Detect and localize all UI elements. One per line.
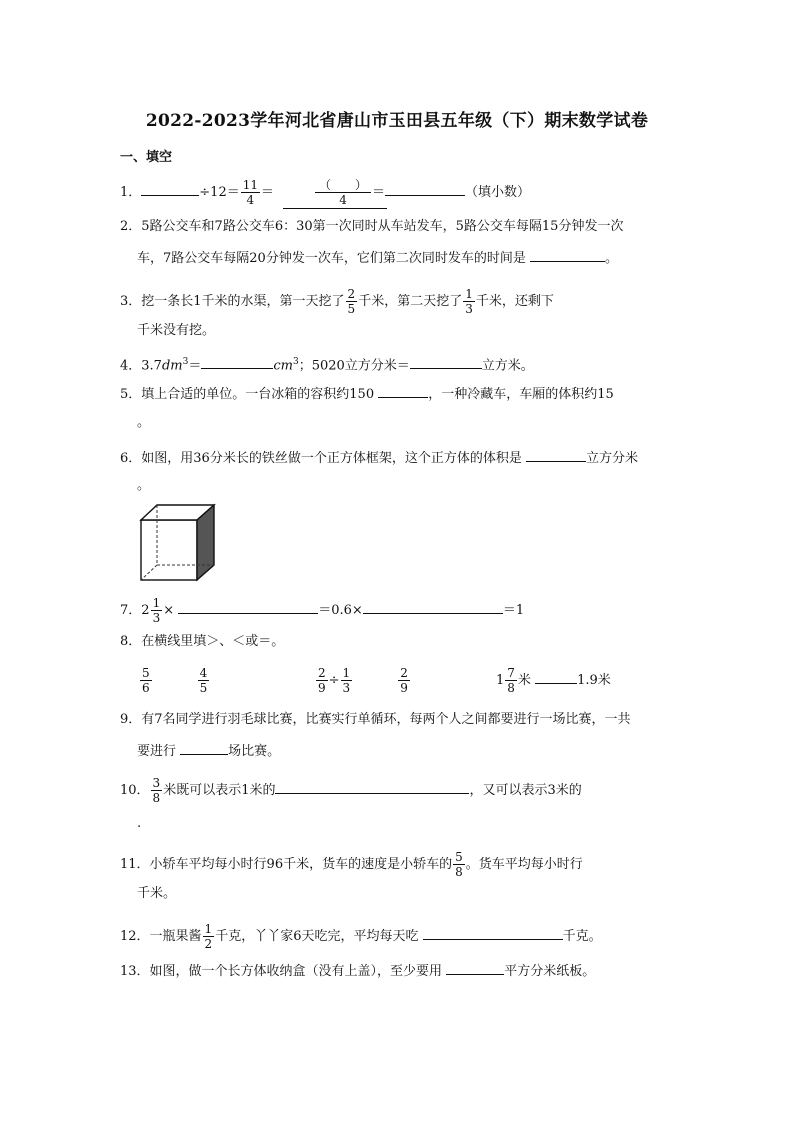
answer-blank[interactable] bbox=[385, 181, 465, 196]
question-6-line2: 。 bbox=[137, 478, 151, 493]
answer-blank[interactable] bbox=[178, 599, 318, 614]
answer-blank[interactable] bbox=[423, 925, 563, 940]
answer-blank[interactable] bbox=[535, 669, 577, 684]
question-8: 8．在横线里填＞、＜或＝。 bbox=[120, 634, 285, 649]
question-9-line2: 要进行 场比赛。 bbox=[137, 740, 280, 762]
question-12: 12．一瓶果酱 $\frac{1}{2}$ 千克，丫丫家6天吃完，平均每天吃 千克。 bbox=[120, 922, 602, 951]
compare-2: $\frac{2}{9}$ ÷ $\frac{1}{3}$ $\frac{2}{9}$ bbox=[318, 666, 408, 695]
question-7: 7．2 $\frac{1}{3}$ × ＝0.6× ＝1 bbox=[120, 596, 525, 625]
question-3: 3．挖一条长1千米的水渠，第一天挖了 $\frac{2}{5}$ 千米，第二天挖了 $\frac{1}{3}$ 千米，还剩下 bbox=[120, 287, 554, 316]
answer-blank[interactable] bbox=[378, 383, 428, 398]
section-heading: 一、填空 bbox=[120, 150, 173, 165]
question-1: 1． ÷12＝ $\frac{11}{4}$ ＝ $\frac{( )}{4}$ ＝ （填小数） bbox=[120, 178, 531, 207]
answer-blank[interactable] bbox=[526, 447, 586, 462]
answer-blank[interactable] bbox=[201, 354, 273, 369]
question-3-line2: 千米没有挖。 bbox=[137, 323, 216, 338]
fraction: $\frac{11}{4}$ bbox=[242, 178, 258, 207]
question-11-line2: 千米。 bbox=[137, 886, 177, 901]
cube-figure bbox=[139, 503, 219, 583]
exam-title: 2022-2023学年河北省唐山市玉田县五年级（下）期末数学试卷 bbox=[145, 111, 649, 131]
fraction: $\frac{1}{3}$ bbox=[465, 287, 473, 316]
question-5-line2: 。 bbox=[137, 415, 151, 430]
compare-3: 1 $\frac{7}{8}$ 米 1.9米 bbox=[496, 666, 611, 695]
answer-blank[interactable] bbox=[363, 599, 503, 614]
answer-blank[interactable] bbox=[141, 181, 199, 196]
underline bbox=[283, 208, 387, 209]
question-4: 4．$3.7dm^3= cm^3$；5020立方分米＝ 立方米。 bbox=[120, 352, 534, 376]
fraction: $\frac{2}{5}$ bbox=[347, 287, 356, 316]
fraction-blank[interactable]: $\frac{( )}{4}$ bbox=[315, 178, 371, 207]
question-10: 10． $\frac{3}{8}$ 米既可以表示1米的 ，又可以表示3米的 bbox=[120, 776, 582, 805]
question-13: 13．如图，做一个长方体收纳盒（没有上盖），至少要用 平方分米纸板。 bbox=[120, 960, 595, 982]
question-9: 9．有7名同学进行羽毛球比赛，比赛实行单循环，每两个人之间都要进行一场比赛，一共 bbox=[120, 712, 631, 727]
answer-blank[interactable] bbox=[275, 779, 469, 794]
answer-blank[interactable] bbox=[410, 354, 482, 369]
fraction: $\frac{1}{3}$ bbox=[152, 596, 161, 625]
question-5: 5．填上合适的单位。一台冰箱的容积约150 ，一种冷藏车，车厢的体积约15 bbox=[120, 383, 614, 405]
answer-blank[interactable] bbox=[180, 740, 228, 755]
question-2-line2: 车，7路公交车每隔20分钟发一次车，它们第二次同时发车的时间是 。 bbox=[137, 247, 618, 269]
compare-1: $\frac{5}{6}$ $\frac{4}{5}$ bbox=[142, 666, 208, 695]
question-10-line2: . bbox=[137, 816, 142, 831]
question-11: 11．小轿车平均每小时行96千米，货车的速度是小轿车的 $\frac{5}{8}$ 。货车平均每小时行 bbox=[120, 850, 583, 879]
answer-blank[interactable] bbox=[446, 960, 504, 975]
answer-blank[interactable] bbox=[530, 247, 605, 262]
question-2: 2．5路公交车和7路公交车6：30第一次同时从车站发车，5路公交车每隔15分钟发一次 bbox=[120, 219, 624, 234]
question-6: 6．如图，用36分米长的铁丝做一个正方体框架，这个正方体的体积是 立方分米 bbox=[120, 447, 638, 469]
